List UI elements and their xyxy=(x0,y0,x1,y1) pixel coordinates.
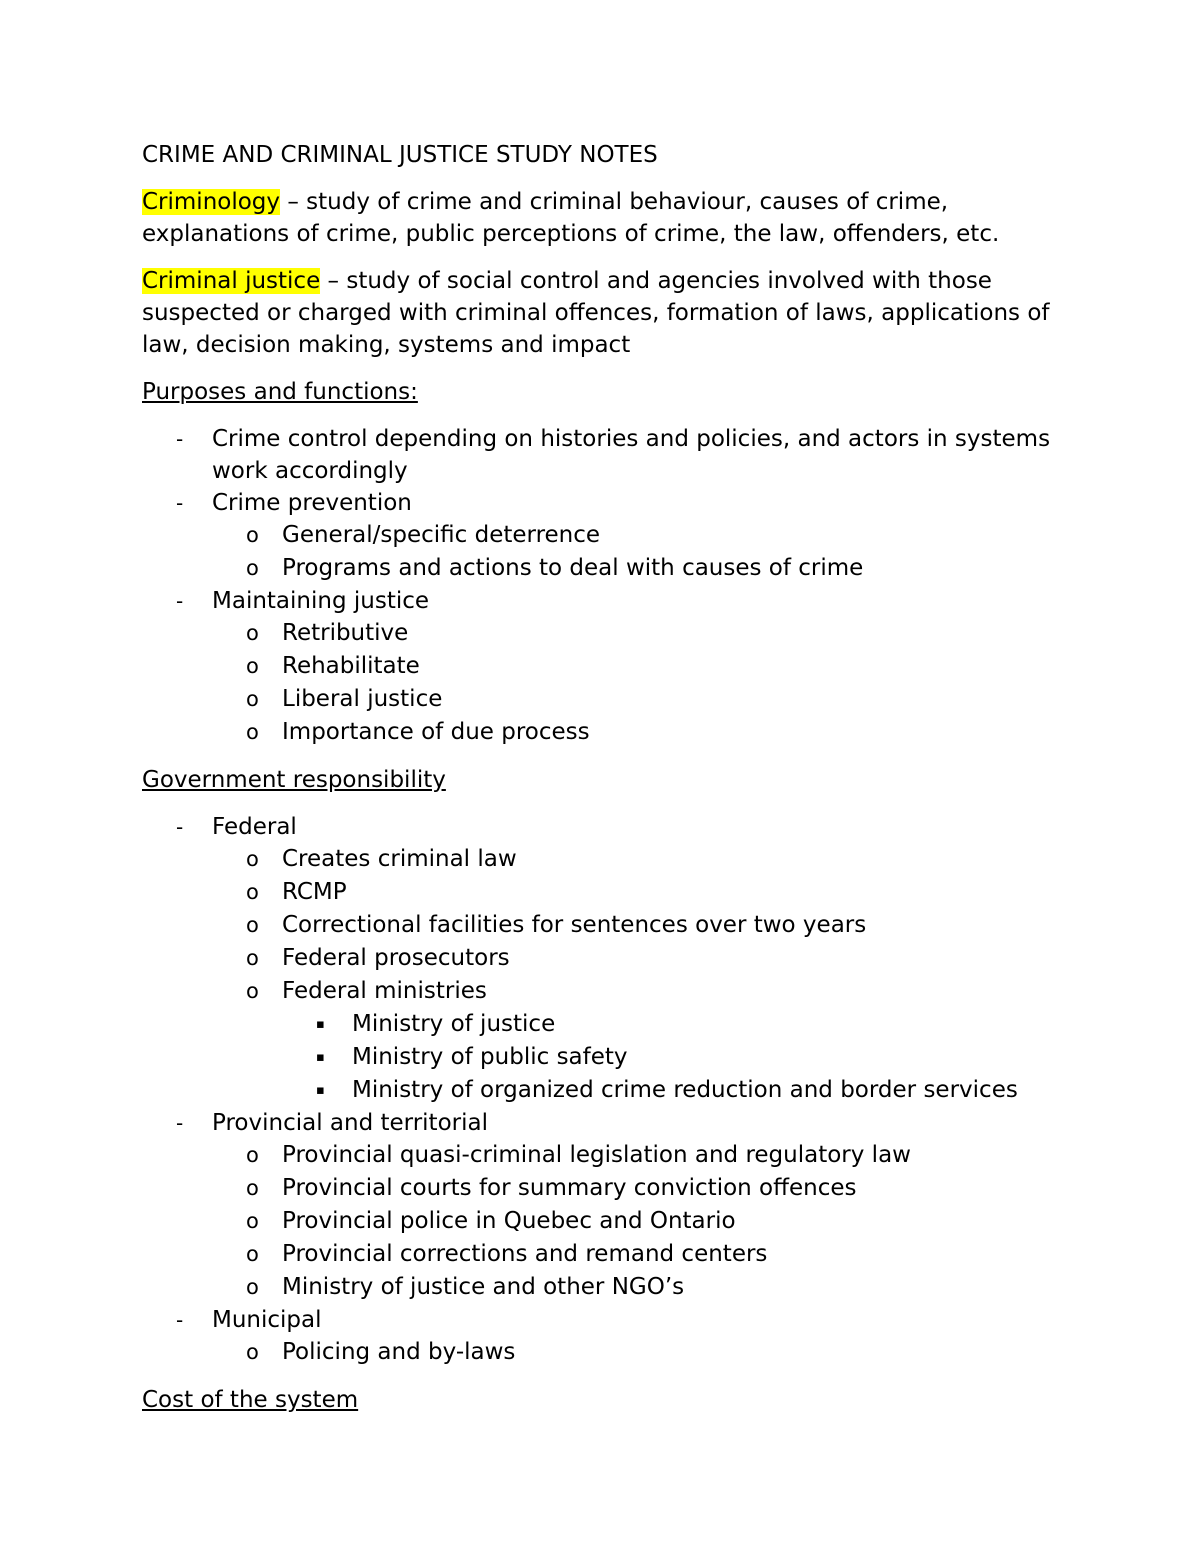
list-item xyxy=(142,423,1062,487)
list-item xyxy=(212,552,1062,585)
list-item-text: Ministry of public safety xyxy=(352,1044,628,1070)
list-item-text: Provincial police in Quebec and Ontario xyxy=(282,1208,736,1234)
definition-criminal-justice xyxy=(142,265,1062,361)
circle-bullet-icon: o xyxy=(246,523,259,547)
list-item xyxy=(212,683,1062,716)
list-item-text: Policing and by-laws xyxy=(282,1339,516,1365)
list-item-text: Maintaining justice xyxy=(212,588,430,614)
sub-list xyxy=(212,1336,1062,1369)
circle-bullet-icon: o xyxy=(246,1143,259,1167)
circle-bullet-icon: o xyxy=(246,913,259,937)
list-item xyxy=(212,975,1062,1107)
dash-bullet-icon: - xyxy=(176,491,184,515)
list-item-text: Provincial and territorial xyxy=(212,1110,488,1136)
circle-bullet-icon: o xyxy=(246,847,259,871)
sub-list xyxy=(212,617,1062,749)
bullet-list xyxy=(142,423,1062,749)
square-bullet-icon: ▪ xyxy=(316,1083,325,1098)
list-item xyxy=(212,1139,1062,1172)
list-item-text: Correctional facilities for sentences over two years xyxy=(282,912,867,938)
section-heading: Purposes and functions: xyxy=(142,379,418,405)
square-bullet-icon: ▪ xyxy=(316,1050,325,1065)
dash-bullet-icon: - xyxy=(176,589,184,613)
dash-bullet-icon: - xyxy=(176,427,184,451)
list-item xyxy=(212,650,1062,683)
list-item-text: General/specific deterrence xyxy=(282,522,601,548)
list-item-text: Provincial quasi-criminal legislation and regulatory law xyxy=(282,1142,911,1168)
circle-bullet-icon: o xyxy=(246,556,259,580)
circle-bullet-icon: o xyxy=(246,1242,259,1266)
list-item-text: Provincial courts for summary conviction offences xyxy=(282,1175,857,1201)
document-title: CRIME AND CRIMINAL JUSTICE STUDY NOTES xyxy=(142,142,658,168)
highlighted-term: Criminal justice xyxy=(142,268,321,294)
dash-bullet-icon: - xyxy=(176,1111,184,1135)
list-item-text: Crime prevention xyxy=(212,490,412,516)
list-item xyxy=(212,843,1062,876)
list-item xyxy=(212,1172,1062,1205)
list-item-text: Programs and actions to deal with causes of crime xyxy=(282,555,864,581)
circle-bullet-icon: o xyxy=(246,720,259,744)
list-item xyxy=(142,811,1062,1107)
sub-sub-list xyxy=(282,1008,1062,1107)
list-item xyxy=(142,585,1062,749)
list-item xyxy=(282,1041,1062,1074)
circle-bullet-icon: o xyxy=(246,1209,259,1233)
list-item-text: Ministry of organized crime reduction and border services xyxy=(352,1077,1018,1103)
list-item xyxy=(212,519,1062,552)
list-item xyxy=(212,1238,1062,1271)
list-item xyxy=(212,909,1062,942)
circle-bullet-icon: o xyxy=(246,654,259,678)
dash-bullet-icon: - xyxy=(176,1308,184,1332)
list-item xyxy=(142,1304,1062,1369)
section-heading: Government responsibility xyxy=(142,767,446,793)
list-item xyxy=(212,617,1062,650)
list-item-text: Creates criminal law xyxy=(282,846,517,872)
list-item xyxy=(282,1008,1062,1041)
list-item-text: Ministry of justice and other NGO’s xyxy=(282,1274,685,1300)
list-item xyxy=(282,1074,1062,1107)
sub-list xyxy=(212,519,1062,585)
circle-bullet-icon: o xyxy=(246,1176,259,1200)
list-item xyxy=(212,716,1062,749)
dash-bullet-icon: - xyxy=(176,815,184,839)
list-item-text: Liberal justice xyxy=(282,686,443,712)
sub-list xyxy=(212,843,1062,1107)
bullet-list xyxy=(142,811,1062,1369)
list-item xyxy=(212,1336,1062,1369)
list-item xyxy=(142,1107,1062,1304)
square-bullet-icon: ▪ xyxy=(316,1017,325,1032)
highlighted-term: Criminology xyxy=(142,189,281,215)
circle-bullet-icon: o xyxy=(246,621,259,645)
sections-container xyxy=(142,376,1062,1416)
list-item-text: Federal xyxy=(212,814,297,840)
definition-text: – study of crime and criminal behaviour, causes of crime, explanations of crime, public perceptions of crime, the law, offenders, etc. xyxy=(142,189,1000,247)
list-item-text: Importance of due process xyxy=(282,719,590,745)
list-item xyxy=(212,876,1062,909)
section-heading: Cost of the system xyxy=(142,1387,359,1413)
list-item xyxy=(212,1205,1062,1238)
list-item-text: Provincial corrections and remand centers xyxy=(282,1241,768,1267)
list-item-text: Municipal xyxy=(212,1307,322,1333)
circle-bullet-icon: o xyxy=(246,1275,259,1299)
definition-text: – study of social control and agencies involved with those suspected or charged with criminal offences, formation of laws, applications of law, decision making, systems and impact xyxy=(142,268,1050,358)
list-item xyxy=(212,1271,1062,1304)
circle-bullet-icon: o xyxy=(246,880,259,904)
list-item-text: Retributive xyxy=(282,620,409,646)
definition-criminology xyxy=(142,186,1062,250)
sub-list xyxy=(212,1139,1062,1304)
list-item-text: Crime control depending on histories and policies, and actors in systems work accordingly xyxy=(212,426,1051,484)
list-item-text: Ministry of justice xyxy=(352,1011,556,1037)
document-content xyxy=(142,139,1062,1431)
circle-bullet-icon: o xyxy=(246,979,259,1003)
circle-bullet-icon: o xyxy=(246,687,259,711)
list-item xyxy=(212,942,1062,975)
list-item-text: Federal prosecutors xyxy=(282,945,510,971)
list-item xyxy=(142,487,1062,585)
list-item-text: Federal ministries xyxy=(282,978,487,1004)
list-item-text: RCMP xyxy=(282,879,347,905)
circle-bullet-icon: o xyxy=(246,946,259,970)
list-item-text: Rehabilitate xyxy=(282,653,420,679)
circle-bullet-icon: o xyxy=(246,1340,259,1364)
